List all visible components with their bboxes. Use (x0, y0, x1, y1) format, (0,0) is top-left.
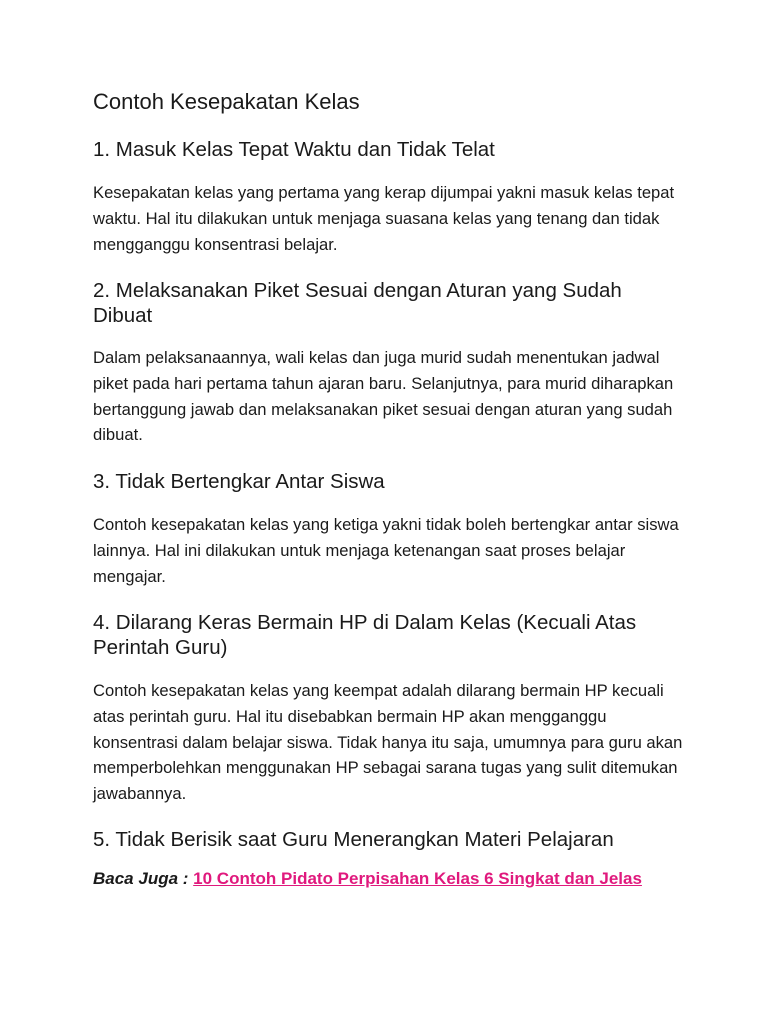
section-4-body: Contoh kesepakatan kelas yang keempat adalah dilarang bermain HP kecuali atas perintah guru. Hal itu disebabkan bermain HP akan mengganggu konsentrasi dalam belajar siswa. Tidak hanya itu saja, umumnya para guru akan memperbolehkan menggunakan HP sebagai sarana tugas yang sulit ditemukan jawabannya. (93, 681, 683, 804)
section-1-body: Kesepakatan kelas yang pertama yang kerap dijumpai yakni masuk kelas tepat waktu. Hal itu dilakukan untuk menjaga suasana kelas yang tenang dan tidak mengganggu konsentrasi belajar. (93, 183, 675, 254)
section-2-body: Dalam pelaksanaannya, wali kelas dan juga murid sudah menentukan jadwal piket pada hari pertama tahun ajaran baru. Selanjutnya, para murid diharapkan bertanggung jawab dan melaksanakan piket sesuai dengan aturan yang sudah dibuat. (93, 348, 674, 445)
page-title: Contoh Kesepakatan Kelas (93, 89, 360, 114)
section-4-heading: 4. Dilarang Keras Bermain HP di Dalam Kelas (Kecuali Atas Perintah Guru) (93, 611, 637, 659)
baca-juga-label: Baca Juga : (93, 869, 189, 888)
section-1-heading: 1. Masuk Kelas Tepat Waktu dan Tidak Telat (93, 138, 495, 161)
related-article-link[interactable]: 10 Contoh Pidato Perpisahan Kelas 6 Singkat dan Jelas (193, 869, 642, 888)
section-2-heading: 2. Melaksanakan Piket Sesuai dengan Aturan yang Sudah Dibuat (93, 279, 622, 327)
section-3-heading: 3. Tidak Bertengkar Antar Siswa (93, 470, 385, 493)
section-5-heading: 5. Tidak Berisik saat Guru Menerangkan Materi Pelajaran (93, 828, 614, 851)
baca-juga (93, 868, 683, 890)
section-3-body: Contoh kesepakatan kelas yang ketiga yakni tidak boleh bertengkar antar siswa lainnya. Hal ini dilakukan untuk menjaga ketenangan saat proses belajar mengajar. (93, 515, 679, 586)
